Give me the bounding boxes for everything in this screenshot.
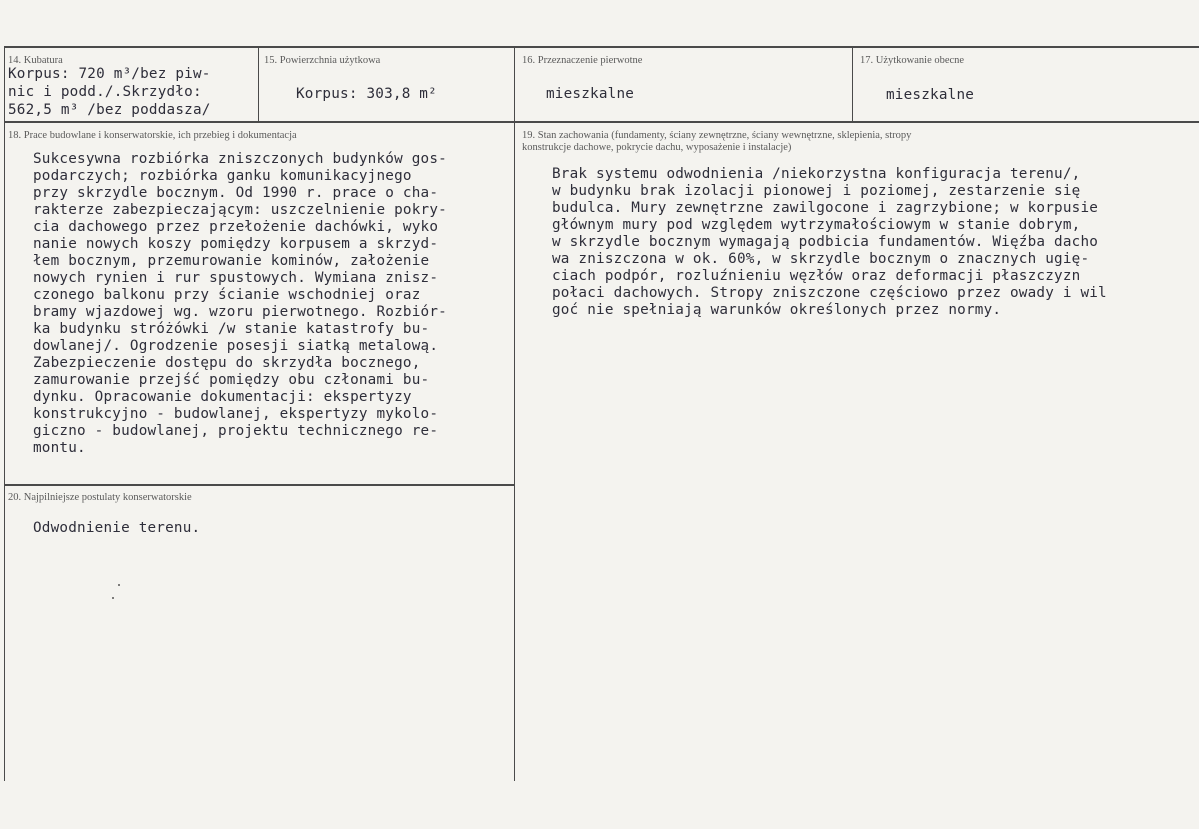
field-18-line: Sukcesywna rozbiórka zniszczonych budynków gos- — [33, 151, 447, 167]
field-18-line: bramy wjazdowej wg. wzoru pierwotnego. Rozbiór- — [33, 304, 447, 320]
field-18-line: giczno - budowlanej, projektu technicznego re- — [33, 423, 439, 439]
field-16-label: 16. Przeznaczenie pierwotne — [522, 55, 643, 66]
field-19-line: ciach podpór, rozluźnieniu węzłów oraz deformacji płaszczyzn — [552, 268, 1081, 284]
field-20-value: Odwodnienie terenu. — [33, 520, 201, 536]
field-19-label: 19. Stan zachowania (fundamenty, ściany zewnętrzne, ściany wewnętrzne, sklepienia, stropy konstrukcje dachowe, pokrycie dachu, wyposażenie i instalacje) — [522, 130, 912, 153]
field-18-line: montu. — [33, 440, 86, 456]
field-18-line: konstrukcyjno - budowlanej, ekspertyzy mykolo- — [33, 406, 439, 422]
field-18-line: podarczych; rozbiórka ganku komunikacyjnego — [33, 168, 412, 184]
field-18-label: 18. Prace budowlane i konserwatorskie, ich przebieg i dokumentacja — [8, 130, 297, 141]
row-divider-1 — [4, 121, 1199, 123]
field-18-line: cia dachowego przez przełożenie dachówki, wyko — [33, 219, 439, 235]
field-18-line: Zabezpieczenie dostępu do skrzydła bocznego, — [33, 355, 421, 371]
field-18-line: czonego balkonu przy ścianie wschodniej oraz — [33, 287, 421, 303]
field-20-label: 20. Najpilniejsze postulaty konserwatorskie — [8, 492, 192, 503]
field-18-line: rakterze zabezpieczającym: uszczelnienie pokry- — [33, 202, 447, 218]
field-18-line: zamurowanie przejść pomiędzy obu członami bu- — [33, 372, 430, 388]
field-17-label: 17. Użytkowanie obecne — [860, 55, 965, 66]
col-divider-15-16 — [514, 46, 515, 781]
field-19-line: budulca. Mury zewnętrzne zawilgocone i zagrzybione; w korpusie — [552, 200, 1099, 216]
field-19-line: połaci dachowych. Stropy zniszczone częściowo przez owady i wil — [552, 285, 1107, 301]
field-17-value: mieszkalne — [886, 87, 975, 103]
field-19-line: głównym mury pod względem wytrzymałościowym w stanie dobrym, — [552, 217, 1081, 233]
top-border — [4, 46, 1199, 48]
field-18-line: dynku. Opracowanie dokumentacji: ekspertyzy — [33, 389, 412, 405]
col-divider-16-17 — [852, 46, 853, 122]
field-14-line-3: 562,5 m³ /bez poddasza/ — [8, 102, 211, 118]
field-18-line: nowych rynien i rur spustowych. Wymiana znisz- — [33, 270, 439, 286]
field-19-line: w budynku brak izolacji pionowej i poziomej, zestarzenie się — [552, 183, 1081, 199]
field-16-value: mieszkalne — [546, 86, 635, 102]
field-18-line: nanie nowych koszy pomiędzy korpusem a skrzyd- — [33, 236, 439, 252]
left-border — [4, 46, 5, 781]
field-19-line: Brak systemu odwodnienia /niekorzystna konfiguracja terenu/, — [552, 166, 1081, 182]
row-divider-2 — [4, 484, 514, 486]
field-15-label: 15. Powierzchnia użytkowa — [264, 55, 381, 66]
paper-speck — [118, 584, 120, 586]
paper-speck — [112, 597, 114, 599]
field-18-line: przy skrzydle bocznym. Od 1990 r. prace o cha- — [33, 185, 439, 201]
field-18-line: łem bocznym, przemurowanie kominów, założenie — [33, 253, 430, 269]
field-18-line: dowlanej/. Ogrodzenie posesji siatką metalową. — [33, 338, 439, 354]
field-19-line: goć nie spełniają warunków określonych przez normy. — [552, 302, 1002, 318]
field-14-line-2: nic i podd./.Skrzydło: — [8, 84, 202, 100]
field-14-line-1: Korpus: 720 m³/bez piw- — [8, 66, 211, 82]
field-15-value: Korpus: 303,8 m² — [296, 86, 437, 102]
col-divider-14-15 — [258, 46, 259, 122]
field-19-line: w skrzydle bocznym wymagają podbicia fundamentów. Więźba dacho — [552, 234, 1099, 250]
field-14-label: 14. Kubatura — [8, 55, 63, 66]
field-19-line: wa zniszczona w ok. 60%, w skrzydle bocznym o znacznych ugię- — [552, 251, 1090, 267]
field-18-line: ka budynku stróżówki /w stanie katastrofy bu- — [33, 321, 430, 337]
